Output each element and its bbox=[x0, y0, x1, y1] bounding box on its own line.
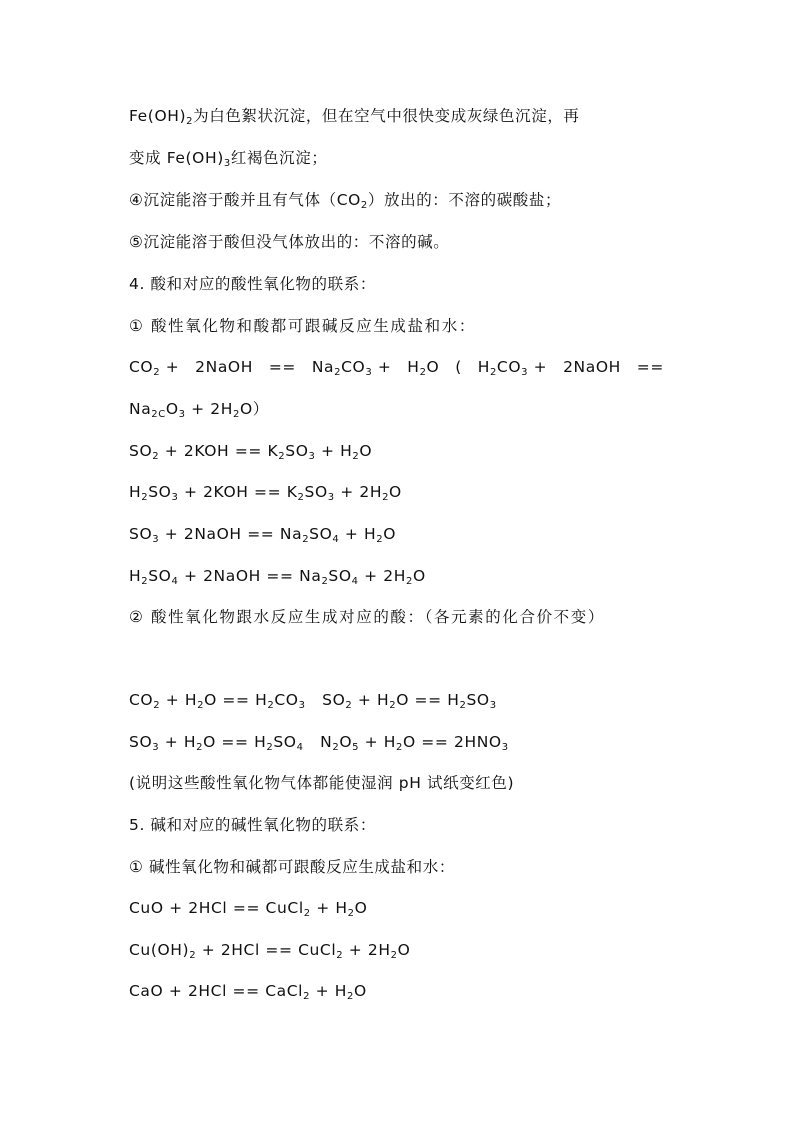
subscript: 3 bbox=[521, 367, 529, 378]
subscript: 2 bbox=[303, 991, 311, 1002]
note-line: (说明这些酸性氧化物气体都能使湿润 pH 试纸变红色) bbox=[129, 774, 515, 792]
subscript: 2 bbox=[346, 991, 354, 1002]
subscript: 2 bbox=[405, 576, 413, 587]
subheading-acid-oxide-2: ② 酸性氧化物跟水反应生成对应的酸：（各元素的化合价不变） bbox=[129, 608, 605, 626]
subscript: 2 bbox=[267, 700, 275, 711]
subscript: 2 bbox=[321, 576, 329, 587]
subscript: 4 bbox=[296, 742, 304, 753]
equation-token: $H_2O$ bbox=[407, 358, 440, 378]
equation-line-2: $SO_2 + 2KOH == K_2SO_3 + H_2O$ bbox=[129, 442, 373, 462]
equation-line-3: $H_2SO_3 + 2KOH == K_2SO_3 + 2H_2O$ bbox=[129, 483, 402, 503]
equation-token: == bbox=[268, 358, 297, 376]
subscript: 2 bbox=[297, 492, 305, 503]
subscript: 2 bbox=[332, 742, 340, 753]
equation-token: $H_2CO_3$ + bbox=[477, 358, 548, 378]
subscript: 2 bbox=[141, 576, 149, 587]
equation-line-8: CuO + 2HCl == CuCl$_2$ + $H_2O$ bbox=[129, 899, 368, 919]
equation-line-1-continued: $Na_{2C}O_3 + 2H_2O$） bbox=[129, 400, 269, 420]
subscript: 2 bbox=[141, 492, 149, 503]
equation-line-1 bbox=[129, 356, 664, 378]
subscript: 2 bbox=[278, 451, 286, 462]
subscript: 2 bbox=[189, 950, 197, 961]
subscript: 2 bbox=[186, 116, 194, 127]
equation-token: ( bbox=[455, 358, 462, 376]
subscript: 2 bbox=[153, 367, 161, 378]
equation-token: == bbox=[636, 358, 664, 376]
equation-line-6: $CO_2 + H_2O == H_2CO_3$ $SO_2 + H_2O == H_2SO_3$ bbox=[129, 691, 497, 711]
subscript: 2 bbox=[334, 367, 342, 378]
text-line-1: $Fe(OH)_2$为白色絮状沉淀，但在空气中很快变成灰绿色沉淀，再 bbox=[129, 107, 580, 127]
subscript: 3 bbox=[178, 409, 186, 420]
subscript: 3 bbox=[327, 492, 335, 503]
equation-line-5: $H_2SO_4$ + 2NaOH == $Na_2SO_4 + 2H_2O$ bbox=[129, 567, 426, 587]
subscript: 2 bbox=[266, 742, 274, 753]
subscript: 2 bbox=[352, 451, 360, 462]
section-heading-4: 4. 酸和对应的酸性氧化物的联系： bbox=[129, 275, 376, 293]
section-heading-5: 5. 碱和对应的碱性氧化物的联系： bbox=[129, 816, 376, 834]
subscript: 2 bbox=[232, 409, 240, 420]
subscript: 3 bbox=[365, 367, 373, 378]
subscript: 3 bbox=[308, 451, 316, 462]
subscript: 2 bbox=[336, 950, 344, 961]
subscript: 2 bbox=[390, 950, 398, 961]
subscript: 3 bbox=[223, 158, 231, 169]
equation-line-9: $Cu(OH)_2 + 2HCl$ == CuCl$_2$ + $2H_2O$ bbox=[129, 941, 411, 961]
text-line-4: ⑤沉淀能溶于酸但没气体放出的：不溶的碱。 bbox=[129, 233, 450, 251]
equation-token: $Na_2CO_3$ + bbox=[311, 358, 392, 378]
subscript: 2 bbox=[389, 700, 397, 711]
equation-line-7: $SO_3 + H_2O == H_2SO_4$ $N_2O_5 + H_2O == 2HNO_3$ bbox=[129, 733, 509, 753]
subscript: 3 bbox=[298, 700, 306, 711]
subscript: 2 bbox=[382, 492, 390, 503]
subscript: 2 bbox=[152, 451, 160, 462]
subscript: 2 bbox=[302, 534, 310, 545]
subscript: 2 bbox=[459, 700, 467, 711]
subscript: 4 bbox=[171, 576, 179, 587]
text-line-3: ④沉淀能溶于酸并且有气体$(CO_2)$放出的：不溶的碳酸盐； bbox=[129, 191, 562, 211]
subscript: 2 bbox=[419, 367, 427, 378]
equation-token: $CO_2$ + bbox=[129, 358, 180, 378]
subscript: 2 bbox=[376, 534, 384, 545]
subscript: 4 bbox=[351, 576, 359, 587]
subscript: 2 bbox=[196, 742, 204, 753]
subscript: 2 bbox=[345, 700, 353, 711]
subscript: 2 bbox=[303, 908, 311, 919]
subscript: 5 bbox=[352, 742, 360, 753]
equation-token: 2NaOH bbox=[195, 358, 253, 376]
subscript: 2 bbox=[197, 700, 205, 711]
subscript: 2 bbox=[489, 367, 497, 378]
subscript: 2 bbox=[360, 200, 368, 211]
subscript: 3 bbox=[152, 742, 160, 753]
subscript: 2 bbox=[153, 700, 161, 711]
subheading-base-oxide-1: ① 碱性氧化物和碱都可跟酸反应生成盐和水： bbox=[129, 858, 455, 876]
subscript: 2 bbox=[347, 908, 355, 919]
subheading-acid-oxide-1: ① 酸性氧化物和酸都可跟碱反应生成盐和水： bbox=[129, 317, 476, 335]
subscript: 2 bbox=[396, 742, 403, 753]
equation-token: 2NaOH bbox=[563, 358, 621, 376]
subscript: 4 bbox=[332, 534, 340, 545]
text-line-2: 变成 $Fe(OH)_3$红褐色沉淀； bbox=[129, 149, 328, 169]
subscript: 3 bbox=[489, 700, 497, 711]
equation-line-10: CaO + 2HCl == CaCl$_2$ + $H_2O$ bbox=[129, 982, 367, 1002]
subscript: 3 bbox=[171, 492, 179, 503]
equation-line-4: $SO_3$ + 2NaOH == $Na_2SO_4 + H_2O$ bbox=[129, 525, 397, 545]
subscript: 3 bbox=[501, 742, 509, 753]
subscript: 2C bbox=[151, 409, 166, 420]
subscript: 3 bbox=[152, 534, 160, 545]
